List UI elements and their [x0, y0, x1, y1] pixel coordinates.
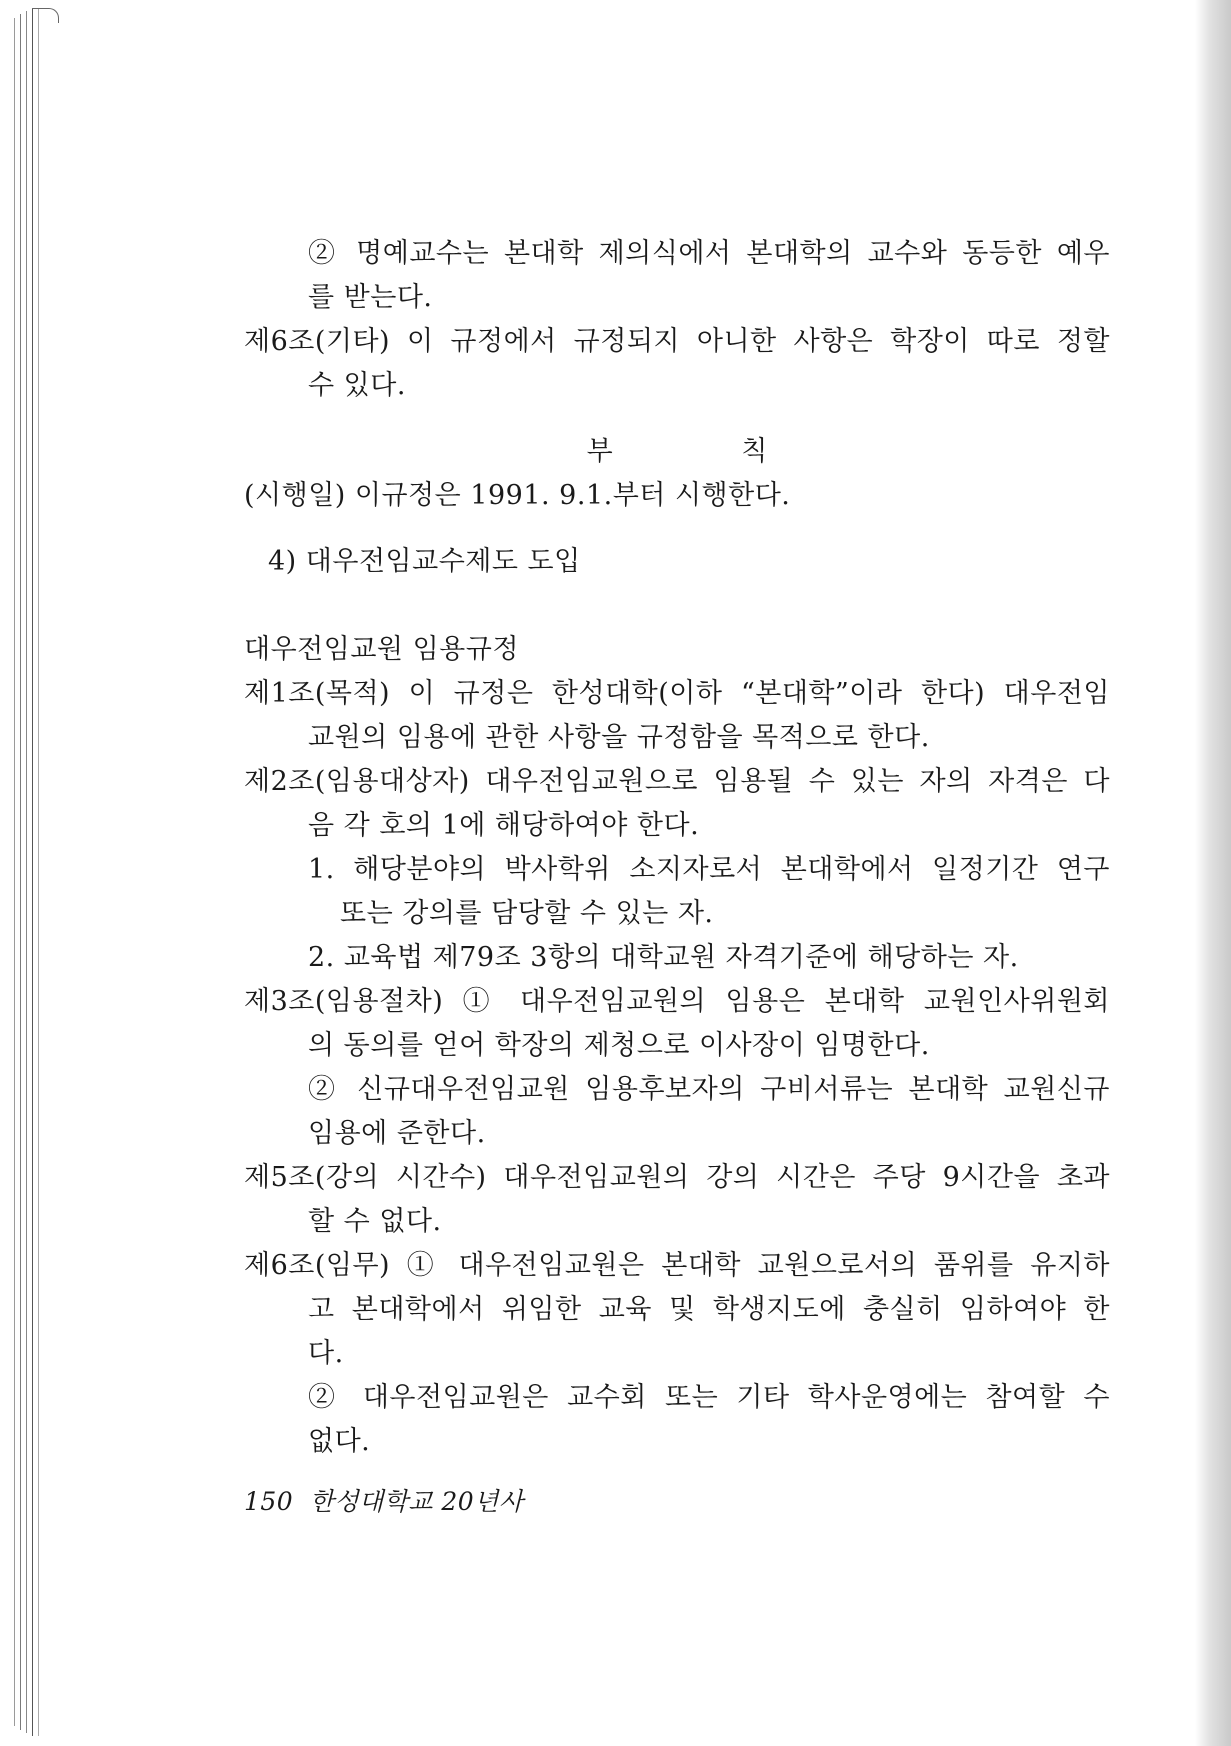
text-line: 교원의 임용에 관한 사항을 규정함을 목적으로 한다.: [308, 722, 930, 753]
article-6-duties: 제6조(임무) ① 대우전임교원은 본대학 교원으로서의 품위를 유지하: [244, 1250, 1110, 1281]
text-line: 를 받는다.: [308, 282, 433, 313]
text-line: 또는 강의를 담당할 수 있는 자.: [340, 898, 714, 929]
text-line: 임용에 준한다.: [308, 1118, 486, 1149]
effective-date-line: (시행일) 이규정은 1991. 9.1.부터 시행한다.: [244, 480, 791, 511]
text-line: ② 신규대우전임교원 임용후보자의 구비서류는 본대학 교원신규: [308, 1074, 1110, 1105]
text-line: 고 본대학에서 위임한 교육 및 학생지도에 충실히 임하여야 한: [308, 1294, 1110, 1325]
text-line: ② 대우전임교원은 교수회 또는 기타 학사운영에는 참여할 수: [308, 1382, 1110, 1413]
text-line: 수 있다.: [308, 370, 406, 401]
article-1: 제1조(목적) 이 규정은 한성대학(이하 “본대학”이라 한다) 대우전임: [244, 678, 1110, 709]
section-heading: 4) 대우전임교수제도 도입: [268, 546, 581, 577]
text-line: 음 각 호의 1에 해당하여야 한다.: [308, 810, 700, 841]
text-line: 없다.: [308, 1426, 371, 1457]
text-line: 의 동의를 얻어 학장의 제청으로 이사장이 임명한다.: [308, 1030, 930, 1061]
document-page: [44, 0, 1194, 1746]
article-3: 제3조(임용절차) ① 대우전임교원의 임용은 본대학 교원인사위원회: [244, 986, 1110, 1017]
text-line: 다.: [308, 1338, 344, 1369]
book-title: 한성대학교 20년사: [309, 1487, 524, 1516]
page-number: 150: [244, 1487, 294, 1516]
article-6-heading: 제6조(기타) 이 규정에서 규정되지 아니한 사항은 학장이 따로 정할: [244, 326, 1110, 357]
text-line: ② 명예교수는 본대학 제의식에서 본대학의 교수와 동등한 예우: [308, 238, 1110, 269]
page-shadow: [1195, 0, 1231, 1746]
list-item-1: 1. 해당분야의 박사학위 소지자로서 본대학에서 일정기간 연구: [308, 854, 1110, 885]
supplementary-heading: 부 칙: [586, 436, 828, 467]
document-body: [244, 232, 1110, 1464]
article-5: 제5조(강의 시간수) 대우전임교원의 강의 시간은 주당 9시간을 초과: [244, 1162, 1110, 1193]
regulation-title: 대우전임교원 임용규정: [244, 634, 519, 665]
list-item-2: 2. 교육법 제79조 3항의 대학교원 자격기준에 해당하는 자.: [308, 942, 1019, 973]
text-line: 할 수 없다.: [308, 1206, 442, 1237]
article-2: 제2조(임용대상자) 대우전임교원으로 임용될 수 있는 자의 자격은 다: [244, 766, 1110, 797]
page-footer: [244, 1482, 523, 1518]
